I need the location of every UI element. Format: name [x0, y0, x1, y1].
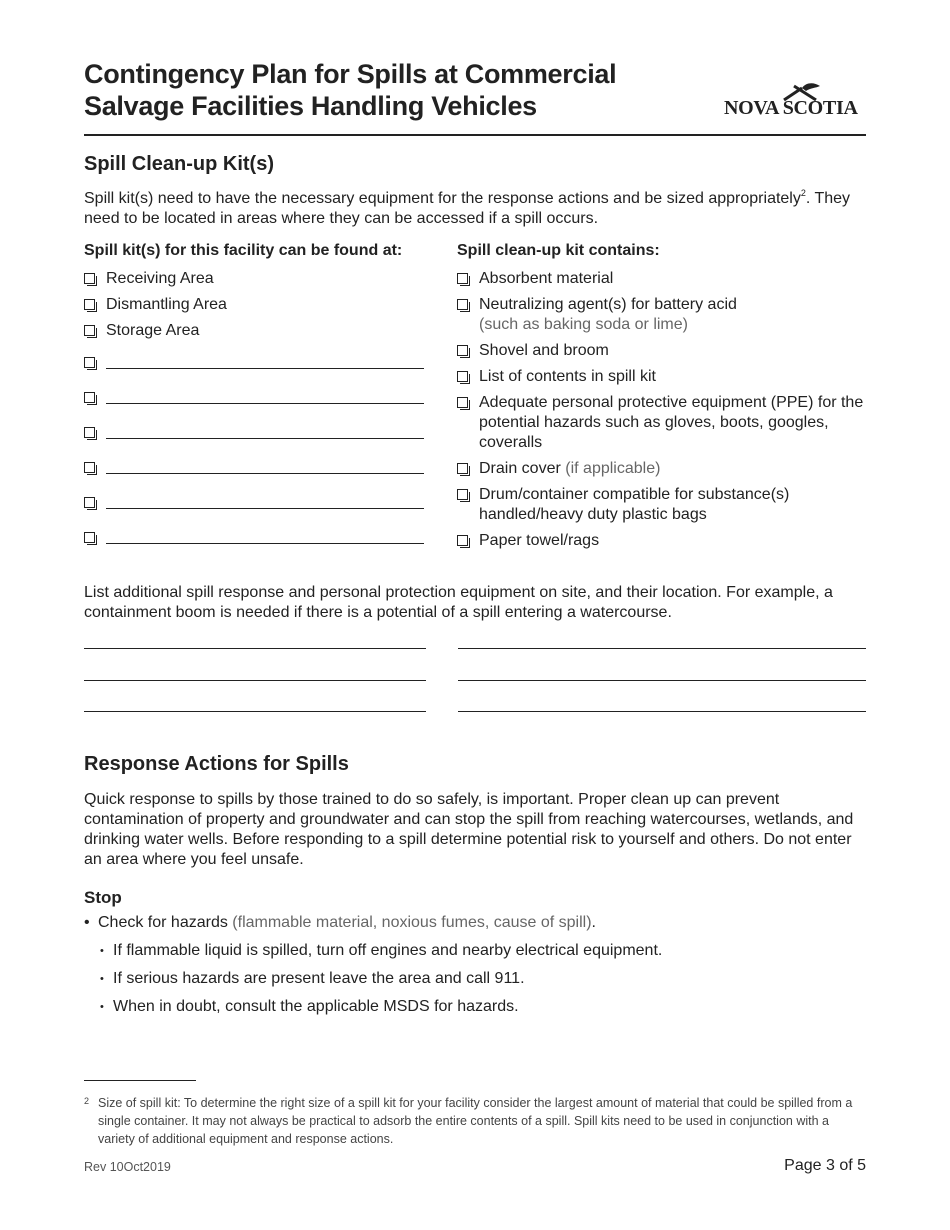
content-paper-towel[interactable]: Paper towel/rags	[457, 531, 866, 551]
nova-scotia-logo	[724, 84, 866, 120]
page-number: Page 3 of 5	[784, 1157, 866, 1174]
title-line-1: Contingency Plan for Spills at Commercial	[84, 59, 617, 89]
checkbox-icon[interactable]	[84, 532, 95, 543]
kit-contents-column	[457, 241, 866, 557]
write-in-line[interactable]	[458, 648, 866, 649]
content-drain-cover[interactable]: Drain cover (if applicable)	[457, 459, 866, 479]
checkbox-icon[interactable]	[457, 371, 468, 382]
blank-location[interactable]	[84, 352, 429, 387]
content-list[interactable]: List of contents in spill kit	[457, 367, 866, 387]
logo-text: NOVA SCOTIA	[724, 97, 858, 119]
content-absorbent[interactable]: Absorbent material	[457, 269, 866, 289]
location-storage[interactable]: Storage Area	[84, 321, 429, 341]
location-dismantling[interactable]: Dismantling Area	[84, 295, 429, 315]
checkbox-icon[interactable]	[457, 397, 468, 408]
content-shovel-broom[interactable]: Shovel and broom	[457, 341, 866, 361]
write-in-line[interactable]	[106, 473, 424, 474]
write-in-line[interactable]	[106, 543, 424, 544]
document-page	[84, 0, 866, 1230]
footnote-reference: 2	[800, 188, 806, 198]
sub-bullet: • If serious hazards are present leave the area and call 911.	[84, 969, 866, 989]
kit-location-heading: Spill kit(s) for this facility can be found at:	[84, 242, 403, 259]
write-in-line[interactable]	[106, 403, 424, 404]
checkbox-icon[interactable]	[84, 273, 95, 284]
stop-heading: Stop	[84, 888, 122, 907]
footnote-divider	[84, 1080, 196, 1081]
spill-kit-intro	[84, 189, 866, 229]
checkbox-icon[interactable]	[457, 299, 468, 310]
content-drum-container[interactable]: Drum/container compatible for substance(s) handled/heavy duty plastic bags	[457, 485, 866, 525]
checkbox-icon[interactable]	[84, 497, 95, 508]
page-header	[84, 58, 866, 136]
blank-location[interactable]	[84, 387, 429, 422]
response-intro: Quick response to spills by those trained to do so safely, is important. Proper clean up can prevent contamination of property and groundwater and can stop the spill from reaching watercourses, wetlands, and drinking water wells. Before responding to a spill determine potential risk to yourself and others. Do not enter an area where you feel unsafe.	[84, 791, 854, 868]
checkbox-icon[interactable]	[457, 463, 468, 474]
checkbox-icon[interactable]	[84, 299, 95, 310]
checkbox-icon[interactable]	[457, 345, 468, 356]
write-in-line[interactable]	[458, 680, 866, 681]
write-in-line[interactable]	[458, 711, 866, 712]
intro-text-start: Spill kit(s) need to have the necessary equipment for the response actions and be sized appropriately	[84, 190, 801, 207]
blank-location[interactable]	[84, 457, 429, 492]
blank-location[interactable]	[84, 422, 429, 457]
footnote-text: Size of spill kit: To determine the right size of a spill kit for your facility consider the largest amount of material that could be spilled from a single container. It may not always be practical to adsorb the entire contents of a spill. Spill kits need to be used in conjunction with a variety of additional equipment and response actions.	[98, 1096, 853, 1146]
write-in-line[interactable]	[84, 711, 426, 712]
stop-bullet-list	[84, 913, 866, 1025]
checkbox-icon[interactable]	[457, 489, 468, 500]
checkbox-icon[interactable]	[457, 273, 468, 284]
content-ppe[interactable]: Adequate personal protective equipment (PPE) for the potential hazards such as gloves, boots, googles, coveralls	[457, 393, 866, 453]
write-in-line[interactable]	[106, 438, 424, 439]
checkbox-icon[interactable]	[84, 325, 95, 336]
location-receiving[interactable]: Receiving Area	[84, 269, 429, 289]
footnote	[84, 1094, 868, 1148]
response-actions-heading: Response Actions for Spills	[84, 753, 349, 775]
write-in-line[interactable]	[106, 508, 424, 509]
kit-location-column	[84, 241, 429, 562]
footnote-mark: 2	[84, 1096, 90, 1106]
blank-location[interactable]	[84, 527, 429, 562]
sub-bullet: • When in doubt, consult the applicable MSDS for hazards.	[84, 997, 866, 1017]
write-in-line[interactable]	[106, 368, 424, 369]
checkbox-icon[interactable]	[84, 427, 95, 438]
checkbox-icon[interactable]	[84, 462, 95, 473]
kit-contents-heading: Spill clean-up kit contains:	[457, 242, 660, 259]
checkbox-icon[interactable]	[84, 357, 95, 368]
sub-bullet: • If flammable liquid is spilled, turn off engines and nearby electrical equipment.	[84, 941, 866, 961]
intro-text-end: . They need to be located in areas where they can be accessed if a spill occurs.	[84, 190, 851, 227]
checkbox-icon[interactable]	[84, 392, 95, 403]
check-hazards-bullet: • Check for hazards (flammable material, noxious fumes, cause of spill).	[84, 913, 866, 933]
write-in-line[interactable]	[84, 648, 426, 649]
checkbox-icon[interactable]	[457, 535, 468, 546]
content-neutralizing-agent[interactable]: Neutralizing agent(s) for battery acid (such as baking soda or lime)	[457, 295, 866, 335]
title-line-2: Salvage Facilities Handling Vehicles	[84, 91, 537, 121]
blank-location[interactable]	[84, 492, 429, 527]
spill-kit-heading: Spill Clean-up Kit(s)	[84, 153, 274, 175]
revision-date: Rev 10Oct2019	[84, 1160, 171, 1174]
write-in-line[interactable]	[84, 680, 426, 681]
additional-equipment-text: List additional spill response and personal protection equipment on site, and their location. For example, a containment boom is needed if there is a potential of a spill entering a watercourse.	[84, 584, 833, 621]
